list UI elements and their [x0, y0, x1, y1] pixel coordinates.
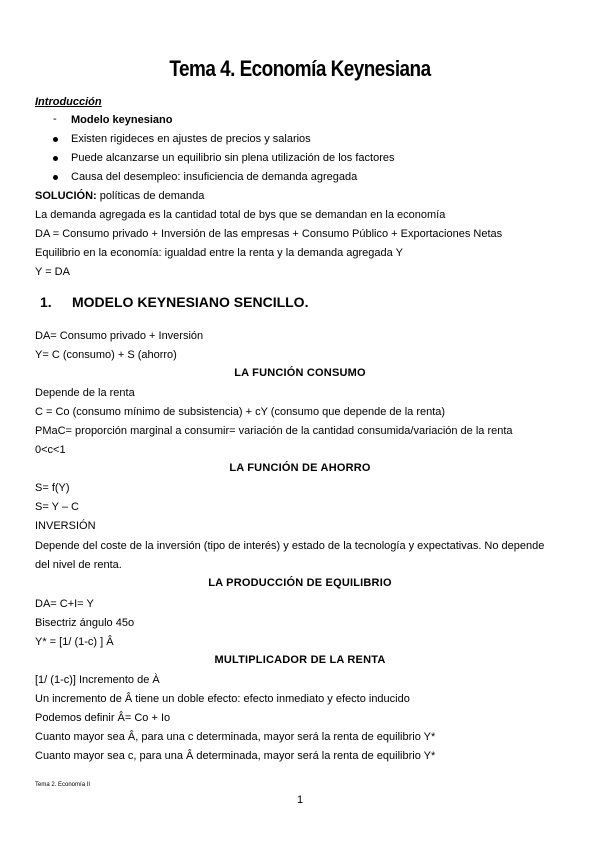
text-line: del nivel de renta. — [35, 559, 122, 571]
text-line: Y* = [1/ (1-c) ] Â — [35, 636, 114, 648]
solucion-text: políticas de demanda — [96, 190, 205, 202]
text-line: INVERSIÓN — [35, 520, 96, 532]
text-line: S= f(Y) — [35, 482, 70, 494]
solucion-line — [35, 189, 204, 203]
text-line: Depende del coste de la inversión (tipo de interés) y estado de la tecnología y expectativas. No depende — [35, 540, 545, 552]
text-line: DA = Consumo privado + Inversión de las empresas + Consumo Público + Exportaciones Netas — [35, 228, 503, 240]
text-line: Cuanto mayor sea c, para una Â determinada, mayor será la renta de equilibrio Y* — [35, 750, 436, 762]
bullet-item: Puede alcanzarse un equilibrio sin plena utilización de los factores — [71, 152, 395, 164]
page-title: Tema 4. Economía Keynesiana — [169, 56, 431, 81]
text-line: Equilibrio en la economía: igualdad entre la renta y la demanda agregada Y — [35, 247, 403, 259]
section-number: 1. — [40, 294, 52, 310]
section-heading — [40, 294, 308, 310]
page-footer: Tema 2. Economía II — [35, 782, 91, 788]
subsection-heading-consumo: LA FUNCIÓN CONSUMO — [234, 367, 366, 379]
text-line: Un incremento de Â tiene un doble efecto: efecto inmediato y efecto inducido — [35, 693, 410, 705]
text-line: La demanda agregada es la cantidad total de bys que se demandan en la economía — [35, 209, 446, 221]
subsection-heading-ahorro: LA FUNCIÓN DE AHORRO — [229, 462, 371, 474]
bullet-dot-icon — [53, 175, 58, 180]
text-line: 0<c<1 — [35, 444, 66, 456]
subsection-heading-produccion: LA PRODUCCIÓN DE EQUILIBRIO — [208, 577, 392, 589]
dash-bullet: - — [53, 113, 57, 125]
solucion-label: SOLUCIÓN: — [35, 190, 97, 202]
text-line: DA= C+I= Y — [35, 598, 94, 610]
section-title: MODELO KEYNESIANO SENCILLO. — [72, 294, 309, 310]
bullet-dot-icon — [53, 137, 58, 142]
text-line: Y = DA — [35, 266, 70, 278]
text-line: Podemos definir Â= Co + Io — [35, 712, 171, 724]
page-number: 1 — [296, 794, 304, 806]
text-line: Cuanto mayor sea Â, para una c determinada, mayor será la renta de equilibrio Y* — [35, 731, 436, 743]
subsection-heading-multiplicador: MULTIPLICADOR DE LA RENTA — [214, 654, 386, 666]
text-line: DA= Consumo privado + Inversión — [35, 330, 204, 342]
bullet-dot-icon — [53, 156, 58, 161]
text-line: Y= C (consumo) + S (ahorro) — [35, 349, 177, 361]
bullet-item: Causa del desempleo: insuficiencia de demanda agregada — [71, 171, 358, 183]
bullet-item-modelo: Modelo keynesiano — [71, 114, 173, 126]
text-line: Bisectriz ángulo 45o — [35, 617, 135, 629]
intro-heading: Introducción — [35, 96, 102, 108]
bullet-item: Existen rigideces en ajustes de precios y salarios — [71, 133, 311, 145]
text-line: S= Y – C — [35, 501, 79, 513]
text-line: Depende de la renta — [35, 387, 135, 399]
text-line: C = Co (consumo mínimo de subsistencia) + cY (consumo que depende de la renta) — [35, 406, 446, 418]
text-line: [1/ (1-c)] Incremento de À — [35, 674, 160, 686]
text-line: PMaC= proporción marginal a consumir= variación de la cantidad consumida/variación de la renta — [35, 425, 513, 437]
